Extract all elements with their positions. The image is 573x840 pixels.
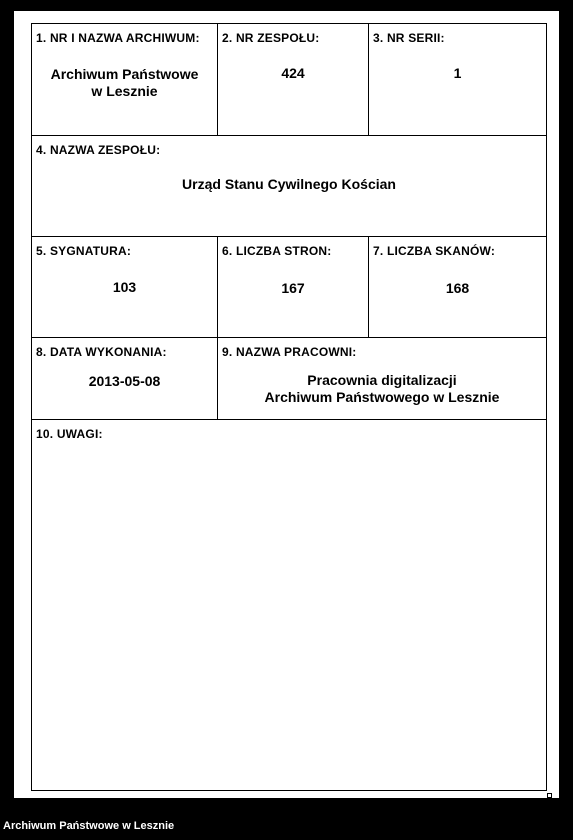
archive-value <box>32 66 217 100</box>
pages-label: 6. LICZBA STRON: <box>222 244 332 258</box>
notes-cell <box>32 420 546 791</box>
metadata-form <box>31 23 547 791</box>
lab-value-line1: Pracownia digitalizacji <box>307 372 457 388</box>
lab-value <box>218 372 546 406</box>
scans-cell <box>368 237 546 337</box>
archive-label: 1. NR I NAZWA ARCHIWUM: <box>36 31 200 45</box>
fonds-number-cell <box>217 24 368 135</box>
archive-value-line2: w Lesznie <box>91 83 158 99</box>
scans-label: 7. LICZBA SKANÓW: <box>373 244 496 258</box>
series-value: 1 <box>453 65 462 81</box>
date-label: 8. DATA WYKONANIA: <box>36 345 167 359</box>
form-row-1 <box>32 24 546 136</box>
form-row-3 <box>32 237 546 338</box>
series-cell <box>368 24 546 135</box>
fonds-number-value: 424 <box>281 65 305 81</box>
pages-cell <box>217 237 368 337</box>
lab-value-line2: Archiwum Państwowego w Lesznie <box>264 389 500 405</box>
fonds-name-cell <box>32 136 546 236</box>
signature-value: 103 <box>112 279 137 295</box>
lab-label: 9. NAZWA PRACOWNI: <box>222 345 357 359</box>
form-row-4 <box>32 338 546 420</box>
pages-value: 167 <box>281 280 305 296</box>
fonds-number-label: 2. NR ZESPOŁU: <box>222 31 320 45</box>
date-value: 2013-05-08 <box>88 373 161 389</box>
form-row-5 <box>32 420 546 791</box>
document-sheet <box>14 11 559 798</box>
corner-marker <box>547 793 552 798</box>
scans-value: 168 <box>445 280 470 296</box>
notes-label: 10. UWAGI: <box>36 427 103 441</box>
lab-cell <box>217 338 546 419</box>
signature-label: 5. SYGNATURA: <box>36 244 132 258</box>
fonds-name-value: Urząd Stanu Cywilnego Kościan <box>182 176 396 192</box>
date-cell <box>32 338 217 419</box>
archive-value-line1: Archiwum Państwowe <box>50 66 199 82</box>
footer-caption: Archiwum Państwowe w Lesznie <box>3 820 175 832</box>
series-label: 3. NR SERII: <box>373 31 445 45</box>
archive-cell <box>32 24 217 135</box>
signature-cell <box>32 237 217 337</box>
form-row-2 <box>32 136 546 237</box>
fonds-name-label: 4. NAZWA ZESPOŁU: <box>36 143 161 157</box>
